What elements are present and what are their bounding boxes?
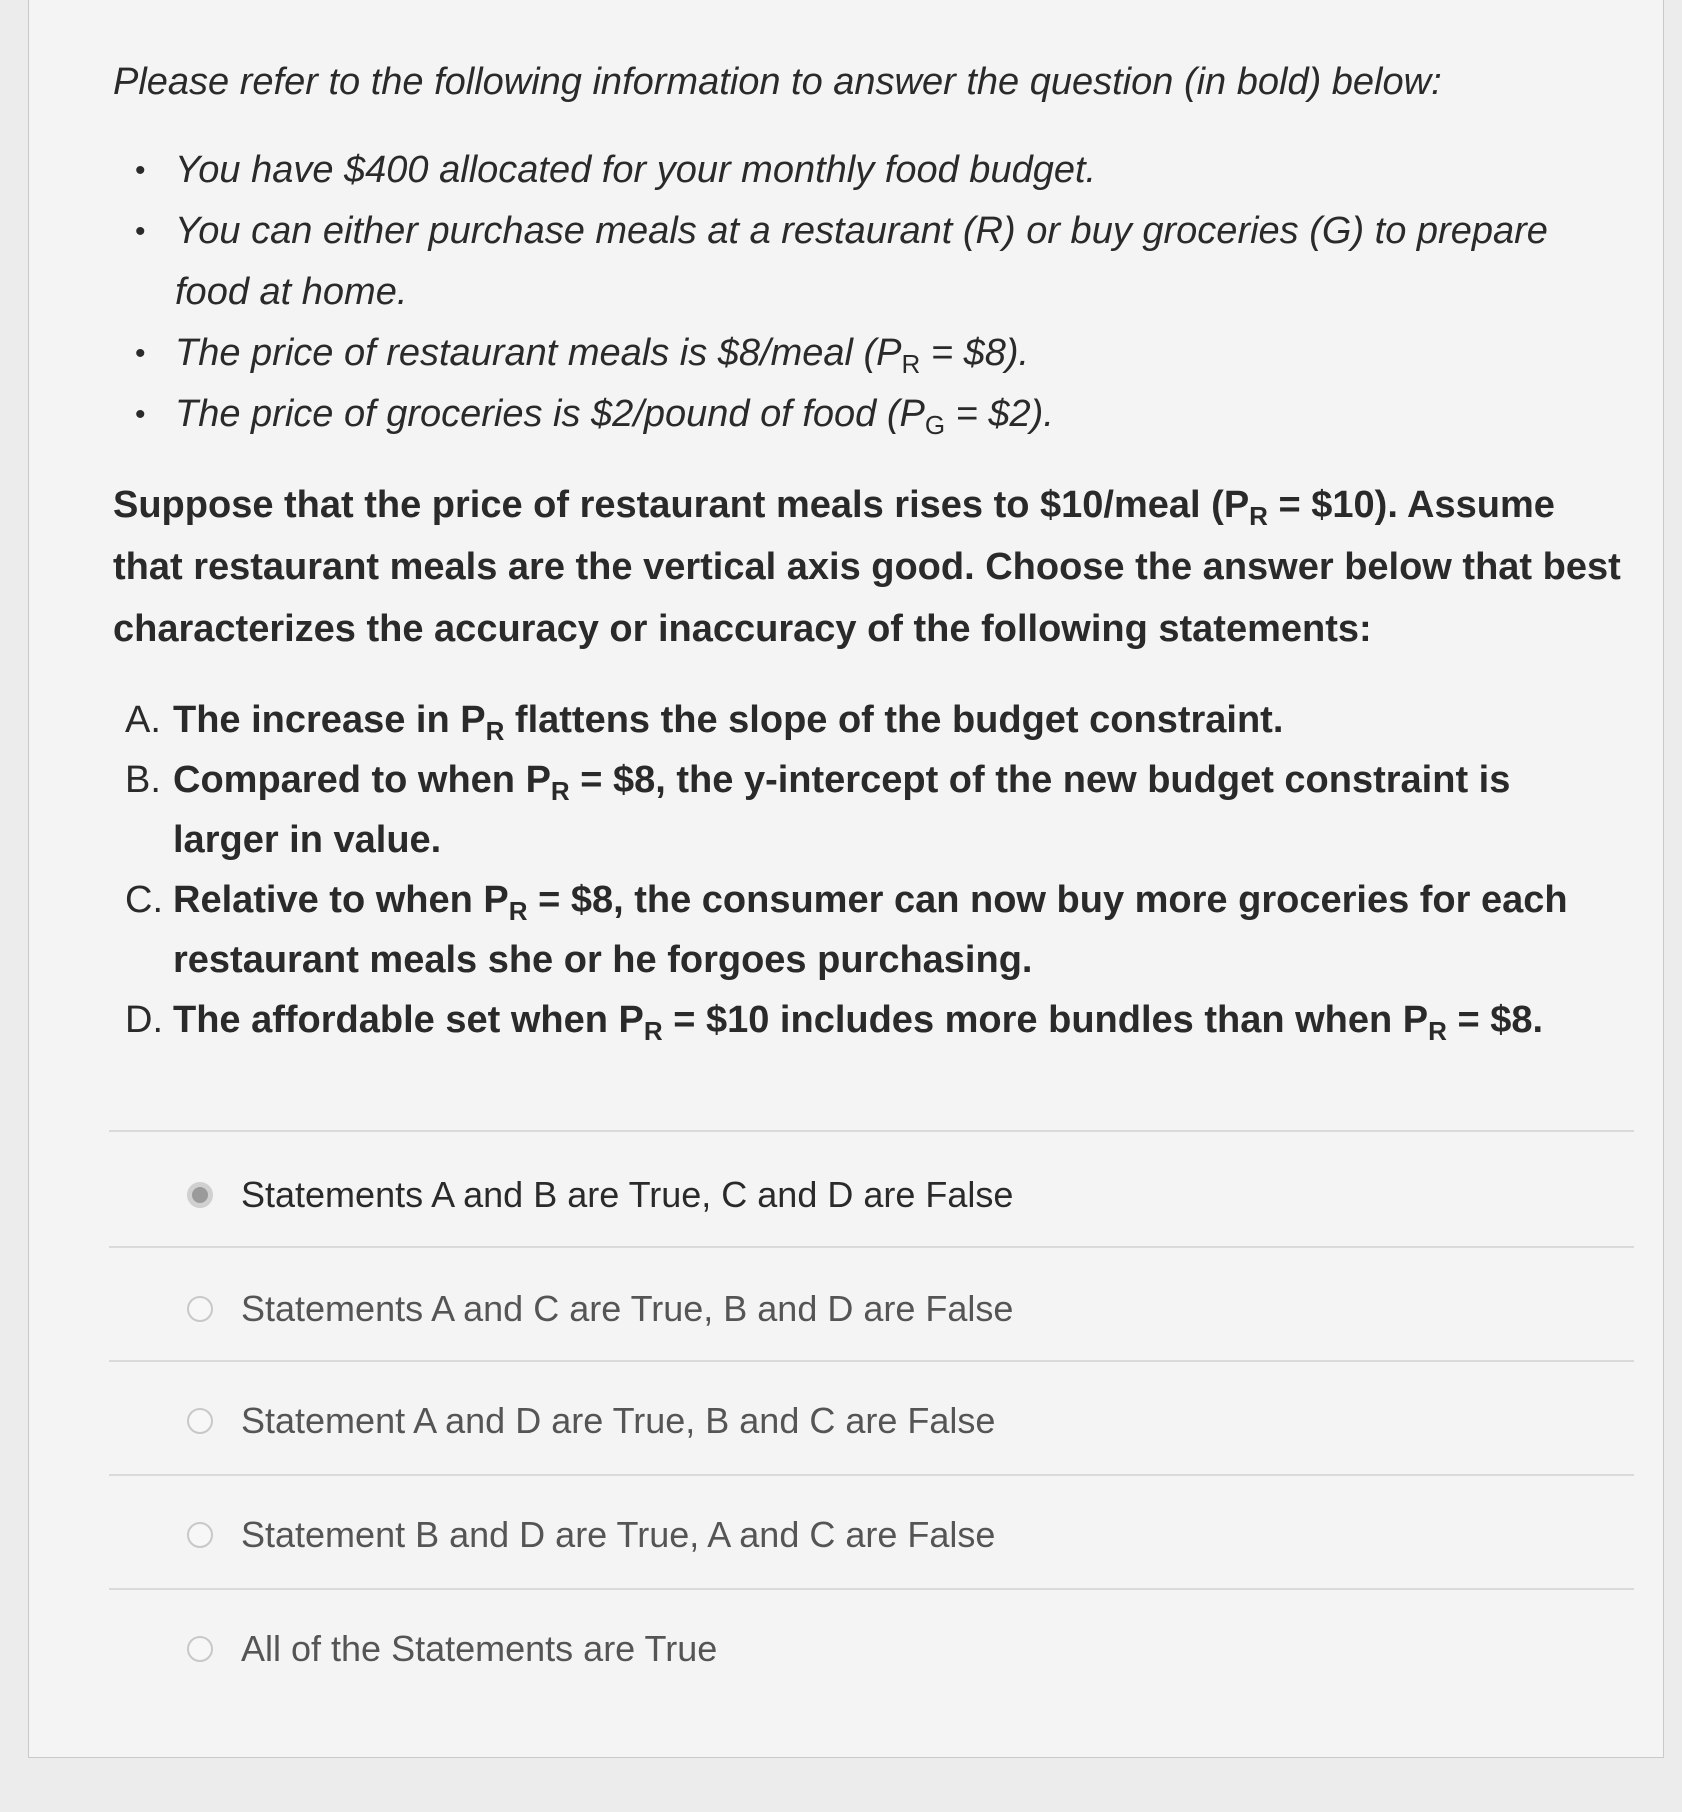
question-part: = $10). Assume that restaurant meals are the vertical axis good. Choose the answer below that best characterizes the accuracy or inaccuracy of the following statements: — [113, 484, 1621, 650]
statement-text: The affordable set when P — [173, 999, 644, 1041]
statement-a — [125, 690, 1625, 750]
divider — [109, 1360, 1634, 1362]
option-label[interactable]: All of the Statements are True — [241, 1628, 718, 1669]
statement-c — [125, 870, 1625, 990]
option-label[interactable]: Statements A and B are True, C and D are False — [241, 1174, 1014, 1215]
answer-option-4[interactable] — [109, 1480, 1634, 1590]
divider — [109, 1130, 1634, 1132]
option-label[interactable]: Statement B and D are True, A and C are False — [241, 1514, 996, 1555]
subscript: R — [1249, 501, 1268, 531]
fact-item — [129, 201, 1629, 323]
subscript: R — [901, 349, 921, 379]
subscript: R — [1428, 1016, 1447, 1046]
statement-text: = $8, the y-intercept of the new budget constraint is larger in value. — [173, 759, 1511, 861]
statements-list — [125, 690, 1625, 1050]
fact-item — [129, 323, 1629, 384]
divider — [109, 1588, 1634, 1590]
radio-button[interactable] — [187, 1522, 213, 1548]
statement-text: Relative to when P — [173, 879, 509, 921]
subscript: R — [485, 716, 505, 746]
question-part: Suppose that the price of restaurant meals rises to $10/meal (P — [113, 484, 1250, 526]
fact-item — [129, 140, 1629, 201]
question-text — [113, 474, 1633, 660]
radio-button[interactable] — [187, 1296, 213, 1322]
statement-text: = $10 includes more bundles than when P — [662, 999, 1429, 1041]
radio-button[interactable] — [187, 1636, 213, 1662]
fact-text: The price of groceries is $2/pound of food (P — [175, 393, 925, 435]
statement-b — [125, 750, 1625, 870]
question-card — [28, 0, 1664, 1758]
statement-letter: B. — [125, 759, 161, 801]
answer-option-1[interactable] — [109, 1140, 1634, 1250]
fact-text: = $2). — [945, 393, 1054, 435]
answer-option-2[interactable] — [109, 1254, 1634, 1364]
radio-button-selected[interactable] — [187, 1182, 213, 1208]
subscript: G — [924, 410, 946, 440]
statement-letter: A. — [125, 699, 161, 741]
fact-text: You have $400 allocated for your monthly food budget. — [175, 149, 1097, 191]
option-label[interactable]: Statement A and D are True, B and C are False — [241, 1400, 996, 1441]
intro-text: Please refer to the following information to answer the question (in bold) below: — [113, 61, 1442, 103]
radio-button[interactable] — [187, 1408, 213, 1434]
statement-text: = $8. — [1446, 999, 1544, 1041]
option-label[interactable]: Statements A and C are True, B and D are False — [241, 1288, 1014, 1329]
facts-list — [129, 140, 1629, 445]
divider — [109, 1474, 1634, 1476]
statement-text: The increase in P — [173, 699, 486, 741]
fact-text: = $8). — [920, 332, 1030, 374]
answer-option-3[interactable] — [109, 1366, 1634, 1476]
fact-text: You can either purchase meals at a restaurant (R) or buy groceries (G) to prepare food at home. — [175, 210, 1548, 313]
statement-text: = $8, the consumer can now buy more groceries for each restaurant meals she or he forgoes purchasing. — [173, 879, 1568, 981]
subscript: R — [643, 1016, 663, 1046]
statement-letter: C. — [125, 879, 163, 921]
answer-option-5[interactable] — [109, 1594, 1634, 1704]
divider — [109, 1246, 1634, 1248]
statement-letter: D. — [125, 999, 163, 1041]
fact-item — [129, 384, 1629, 445]
statement-text: flattens the slope of the budget constraint. — [504, 699, 1284, 741]
subscript: R — [550, 776, 570, 806]
statement-d — [125, 990, 1625, 1050]
fact-text: The price of restaurant meals is $8/meal (P — [175, 332, 902, 374]
statement-text: Compared to when P — [173, 759, 551, 801]
subscript: R — [508, 896, 528, 926]
